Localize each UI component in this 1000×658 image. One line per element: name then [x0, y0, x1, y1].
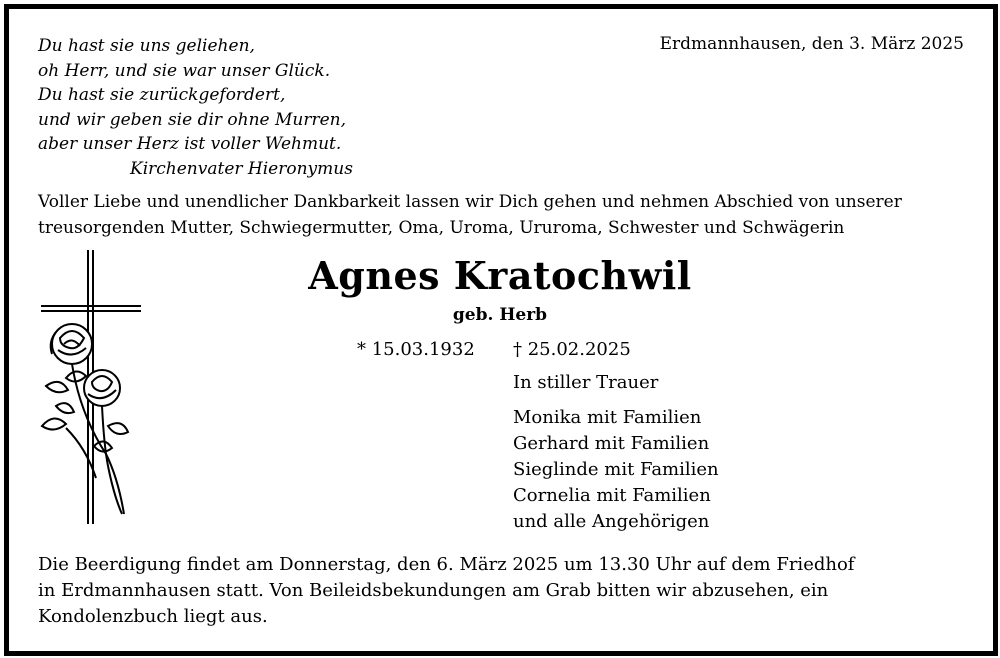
- intro-text: [38, 189, 902, 241]
- family-member: und alle Angehörigen: [513, 511, 710, 532]
- family-member: Monika mit Familien: [513, 407, 702, 428]
- funeral-line: Kondolenzbuch liegt aus.: [38, 606, 268, 627]
- poem-line: und wir geben sie dir ohne Murren,: [38, 109, 347, 130]
- poem-line: oh Herr, und sie war unser Glück.: [38, 60, 331, 81]
- family-member: Cornelia mit Familien: [513, 485, 711, 506]
- death-date: † 25.02.2025: [513, 339, 631, 360]
- deceased-name: Agnes Kratochwil: [308, 253, 692, 298]
- funeral-line: in Erdmannhausen statt. Von Beileidsbekundungen am Grab bitten wir abzusehen, ein: [38, 580, 829, 601]
- poem-line: aber unser Herz ist voller Wehmut.: [38, 134, 342, 154]
- poem: [38, 34, 353, 181]
- poem-line: Du hast sie uns geliehen,: [38, 36, 255, 56]
- funeral-notice: [38, 552, 854, 630]
- birth-date: * 15.03.1932: [357, 339, 475, 360]
- family-list: [513, 405, 719, 535]
- place-date: Erdmannhausen, den 3. März 2025: [659, 34, 964, 54]
- mourning-heading: In stiller Trauer: [513, 372, 659, 393]
- intro-line: Voller Liebe und unendlicher Dankbarkeit lassen wir Dich gehen und nehmen Abschied von unserer: [38, 192, 902, 212]
- poem-line: Du hast sie zurückgefordert,: [38, 85, 286, 105]
- funeral-line: Die Beerdigung findet am Donnerstag, den 6. März 2025 um 13.30 Uhr auf dem Friedhof: [38, 554, 855, 575]
- born-name: geb. Herb: [452, 305, 548, 325]
- intro-line: treusorgenden Mutter, Schwiegermutter, Oma, Uroma, Ururoma, Schwester und Schwägerin: [38, 218, 845, 238]
- poem-author: Kirchenvater Hieronymus: [130, 158, 353, 179]
- family-member: Sieglinde mit Familien: [513, 459, 719, 480]
- family-member: Gerhard mit Familien: [513, 433, 710, 454]
